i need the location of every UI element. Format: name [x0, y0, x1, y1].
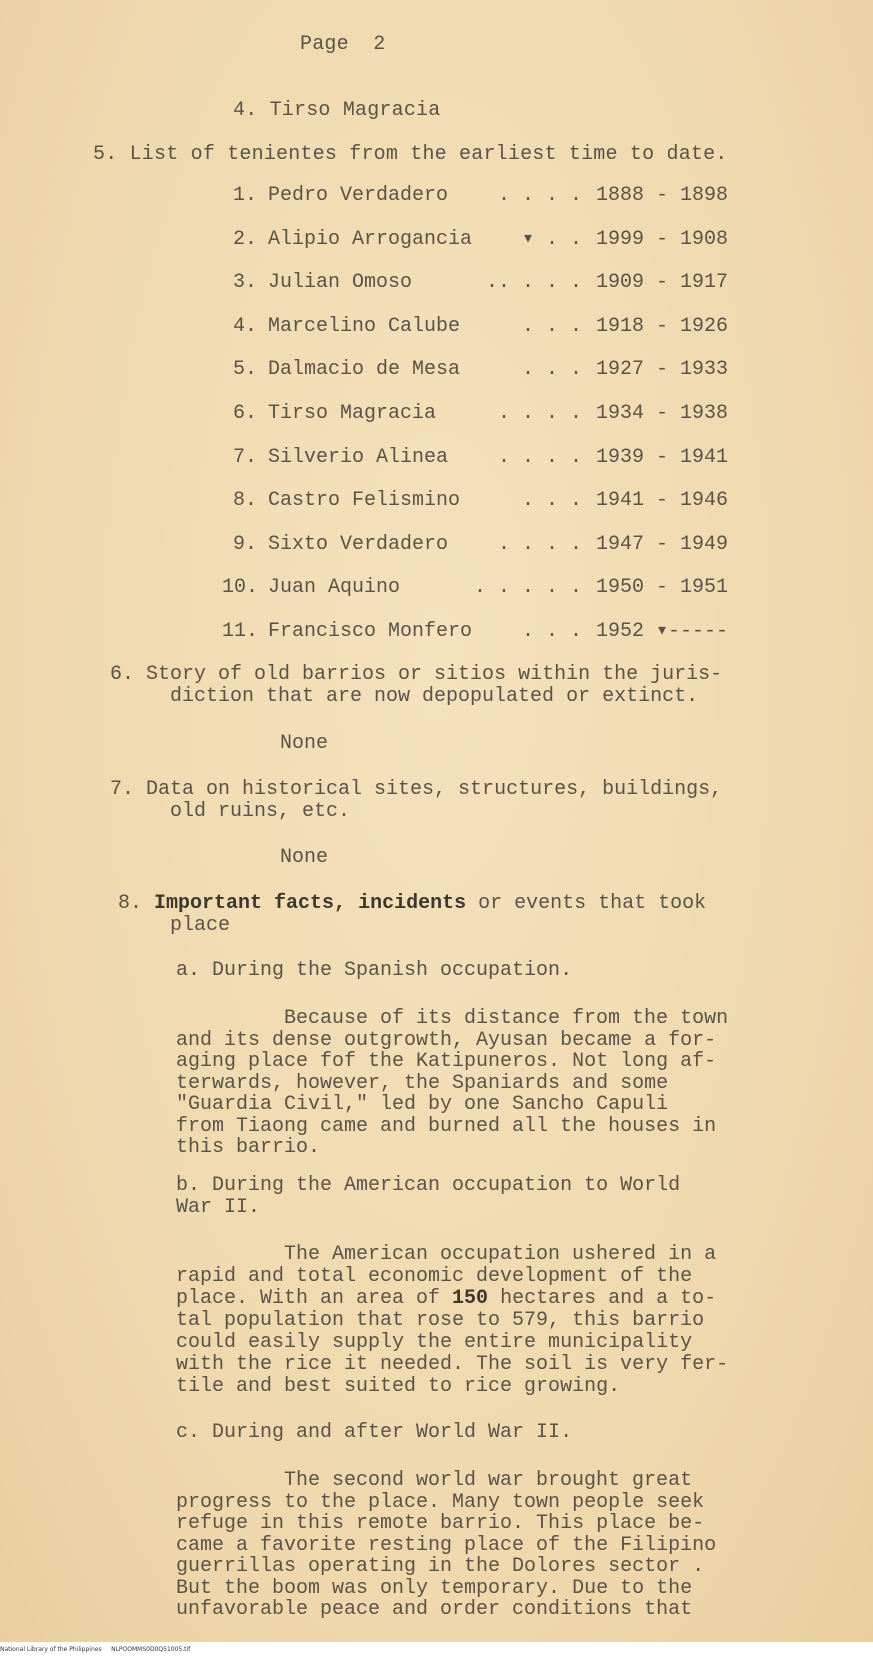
teniente-years: 1888 - 1898: [596, 184, 729, 207]
teniente-years: 1909 - 1917: [596, 271, 729, 294]
subsection-b-line3-a: place. With an area of: [176, 1287, 453, 1310]
subsection-b-line6: with the rice it needed. The soil is very fer-: [176, 1353, 729, 1376]
teniente-dots: . . . .: [497, 184, 582, 207]
paragraph-line: refuge in this remote barrio. This place be-: [176, 1512, 705, 1535]
section-heading-5: 5. List of tenientes from the earliest time to date.: [93, 143, 728, 166]
teniente-years: 1947 - 1949: [596, 533, 729, 556]
teniente-name: Castro Felismino: [268, 489, 461, 512]
teniente-dots: . . . .: [497, 533, 582, 556]
teniente-row: [0, 576, 873, 600]
archive-footer: National Library of the Philippines NLPOOMMS0D0Q51005.tif: [0, 1642, 873, 1658]
teniente-number: 2.: [233, 228, 258, 251]
teniente-number: 6.: [233, 402, 258, 425]
teniente-number: 8.: [233, 489, 258, 512]
teniente-name: Julian Omoso: [268, 271, 413, 294]
section-heading-7-line2: old ruins, etc.: [170, 800, 351, 823]
paragraph-line: terwards, however, the Spaniards and some: [176, 1072, 669, 1095]
teniente-row: [0, 489, 873, 513]
teniente-dots: . . . . .: [473, 576, 582, 599]
subsection-b-line4: tal population that rose to 579, this barrio: [176, 1309, 705, 1332]
teniente-years: 1941 - 1946: [596, 489, 729, 512]
subsection-b-line3-b: hectares and a to-: [488, 1287, 717, 1310]
teniente-dots: . . .: [521, 489, 582, 512]
section-8-rest: or events that took: [466, 892, 707, 915]
paragraph-line: came a favorite resting place of the Filipino: [176, 1534, 717, 1557]
teniente-dots: . . .: [521, 358, 582, 381]
paragraph-line: and its dense outgrowth, Ayusan became a for-: [176, 1029, 717, 1052]
list-item-continued: 4. Tirso Magracia: [233, 99, 441, 122]
teniente-name: Juan Aquino: [268, 576, 401, 599]
area-value: 150: [452, 1287, 489, 1310]
teniente-row: [0, 271, 873, 295]
teniente-number: 5.: [233, 358, 258, 381]
section-heading-6-line2: diction that are now depopulated or extinct.: [170, 685, 699, 708]
teniente-name: Pedro Verdadero: [268, 184, 449, 207]
teniente-name: Dalmacio de Mesa: [268, 358, 461, 381]
teniente-row: [0, 184, 873, 208]
teniente-dots: . . . .: [497, 402, 582, 425]
teniente-dots: . . .: [521, 620, 582, 643]
section-heading-6-line1: 6. Story of old barrios or sitios within the juris-: [110, 663, 723, 686]
teniente-number: 10.: [222, 576, 259, 599]
teniente-number: 4.: [233, 315, 258, 338]
subsection-a-title: a. During the Spanish occupation.: [176, 959, 573, 982]
section-6-answer: None: [280, 732, 329, 755]
teniente-row: [0, 315, 873, 339]
teniente-row: [0, 620, 873, 644]
paragraph-line: progress to the place. Many town people seek: [176, 1491, 705, 1514]
teniente-name: Marcelino Calube: [268, 315, 461, 338]
subsection-b-line3: [176, 1288, 716, 1310]
section-heading-8-line2: place: [170, 914, 231, 937]
subsection-b-line5: could easily supply the entire municipality: [176, 1331, 693, 1354]
teniente-years: 1950 - 1951: [596, 576, 729, 599]
teniente-years: 1952 ▾-----: [596, 620, 729, 643]
teniente-name: Sixto Verdadero: [268, 533, 449, 556]
subsection-b-title-line2: War II.: [176, 1196, 261, 1219]
section-heading-7-line1: 7. Data on historical sites, structures, buildings,: [110, 778, 723, 801]
paragraph-line: Because of its distance from the town: [284, 1007, 729, 1030]
teniente-number: 3.: [233, 271, 258, 294]
paragraph-line: this barrio.: [176, 1136, 321, 1159]
teniente-dots: .. . . .: [485, 271, 582, 294]
teniente-years: 1939 - 1941: [596, 446, 729, 469]
section-8-bold-a: Important facts,: [154, 892, 359, 915]
paragraph-line: The second world war brought great: [284, 1469, 693, 1492]
teniente-number: 9.: [233, 533, 258, 556]
subsection-c-title: c. During and after World War II.: [176, 1421, 573, 1444]
teniente-dots: . . . .: [497, 446, 582, 469]
teniente-number: 1.: [233, 184, 258, 207]
paragraph-line: unfavorable peace and order conditions that: [176, 1598, 693, 1621]
teniente-row: [0, 402, 873, 426]
teniente-row: [0, 228, 873, 252]
section-heading-8-line1: [118, 893, 706, 915]
teniente-years: 1918 - 1926: [596, 315, 729, 338]
teniente-name: Silverio Alinea: [268, 446, 449, 469]
teniente-dots: ▾ . .: [521, 228, 582, 251]
teniente-row: [0, 446, 873, 470]
teniente-name: Alipio Arrogancia: [268, 228, 473, 251]
teniente-years: 1934 - 1938: [596, 402, 729, 425]
paragraph-line: "Guardia Civil," led by one Sancho Capuli: [176, 1093, 669, 1116]
teniente-name: Tirso Magracia: [268, 402, 437, 425]
subsection-b-line2: rapid and total economic development of the: [176, 1265, 693, 1288]
teniente-number: 11.: [222, 620, 259, 643]
subsection-b-line1: The American occupation ushered in a: [284, 1243, 717, 1266]
paragraph-line: But the boom was only temporary. Due to the: [176, 1577, 693, 1600]
teniente-name: Francisco Monfero: [268, 620, 473, 643]
teniente-years: 1927 - 1933: [596, 358, 729, 381]
section-8-bold-b: incidents: [358, 892, 467, 915]
teniente-row: [0, 358, 873, 382]
paragraph-line: aging place fof the Katipuneros. Not long af-: [176, 1050, 717, 1073]
subsection-b-line7: tile and best suited to rice growing.: [176, 1375, 621, 1398]
subsection-b-title-line1: b. During the American occupation to World: [176, 1174, 681, 1197]
page-number: Page 2: [300, 33, 386, 56]
section-8-prefix: 8.: [118, 892, 155, 915]
paragraph-line: from Tiaong came and burned all the houses in: [176, 1115, 717, 1138]
paragraph-line: guerrillas operating in the Dolores sector .: [176, 1555, 705, 1578]
teniente-number: 7.: [233, 446, 258, 469]
teniente-years: 1999 - 1908: [596, 228, 729, 251]
teniente-dots: . . .: [521, 315, 582, 338]
section-7-answer: None: [280, 846, 329, 869]
teniente-row: [0, 533, 873, 557]
